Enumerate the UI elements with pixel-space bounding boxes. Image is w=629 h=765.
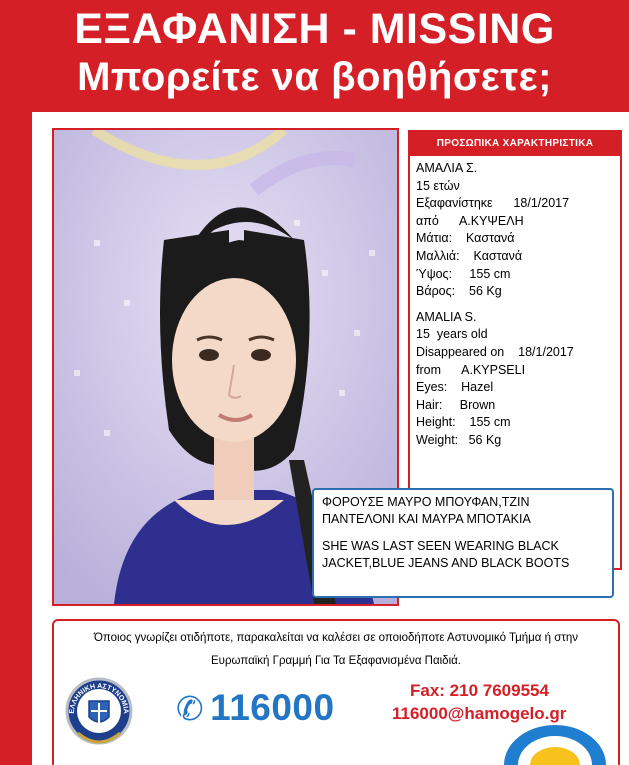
english-hair: Hair: Brown: [416, 397, 496, 412]
english-weight: Weight: 56 Kg: [416, 432, 502, 447]
personal-details-heading: ΠΡΟΣΩΠΙΚΑ ΧΑΡΑΚΤΗΡΙΣΤΙΚΑ: [410, 132, 620, 156]
greek-name: ΑΜΑΛΙΑ Σ.: [416, 161, 478, 175]
greek-disappeared-date: Εξαφανίστηκε 18/1/2017: [416, 196, 570, 211]
badge-text: ΕΛΛΗΝΙΚΗ ΑΣΤΥΝΟΜΙΑ: [68, 682, 130, 714]
contact-notice: [52, 627, 620, 673]
greek-height: Ύψος: 155 cm: [416, 266, 511, 281]
english-age: 15 years old: [416, 327, 488, 342]
hellenic-police-badge-icon: [64, 673, 134, 751]
poster-subtitle: Μπορείτε να βοηθήσετε;: [77, 55, 552, 99]
greek-age: 15 ετών: [416, 178, 460, 193]
clothing-english-line-1: SHE WAS LAST SEEN WEARING BLACK: [322, 539, 559, 553]
hotline-text: 116000: [210, 687, 335, 728]
notice-line-2: Ευρωπαϊκή Γραμμή Για Τα Εξαφανισμένα Παιδιά.: [211, 655, 461, 667]
hotline-number[interactable]: [176, 686, 335, 731]
greek-hair: Μαλλιά: Καστανά: [416, 248, 523, 263]
english-disappeared-date: Disappeared on 18/1/2017: [416, 344, 574, 359]
phone-icon: ✆: [176, 690, 205, 727]
greek-weight: Βάρος: 56 Kg: [416, 284, 502, 299]
english-location: from A.KYPSELI: [416, 362, 526, 377]
clothing-english-line-2: JACKET,BLUE JEANS AND BLACK BOOTS: [322, 555, 570, 570]
clothing-greek-line-2: ΠΑΝΤΕΛΟΝΙ ΚΑΙ ΜΑΥΡΑ ΜΠΟΤΑΚΙΑ: [322, 511, 531, 526]
poster-title: ΕΞΑΦΑΝΙΣΗ - MISSING: [74, 5, 555, 53]
clothing-greek-line-1: ΦΟΡΟΥΣΕ ΜΑΥΡΟ ΜΠΟΥΦΑΝ,ΤΖΙΝ: [322, 495, 530, 509]
clothing-description-box: [312, 488, 614, 598]
english-height: Height: 155 cm: [416, 415, 511, 430]
english-name: AMALIA S.: [416, 309, 477, 324]
smile-of-the-child-logo-icon: [500, 722, 610, 765]
fax-number: Fax: 210 7609554: [410, 681, 549, 700]
header-banner: [0, 0, 629, 112]
notice-line-1: Όποιος γνωρίζει οτιδήποτε, παρακαλείται να καλέσει σε οποιοδήποτε Αστυνομικό Τμήμα ή στην: [93, 632, 579, 644]
contact-email[interactable]: 116000@hamogelo.gr: [392, 704, 567, 723]
english-eyes: Eyes: Hazel: [416, 380, 494, 395]
greek-eyes: Μάτια: Καστανά: [416, 231, 515, 246]
greek-location: από Α.ΚΥΨΕΛΗ: [416, 213, 524, 228]
